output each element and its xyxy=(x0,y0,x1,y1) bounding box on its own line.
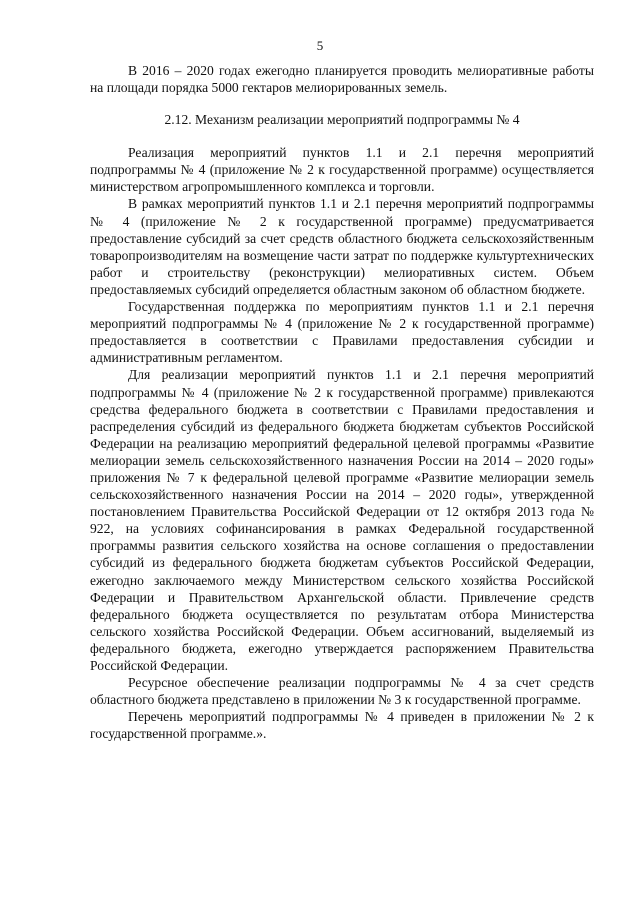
paragraph-resource-provision: Ресурсное обеспечение реализации подпрограммы № 4 за счет средств областного бюджета представлено в приложении № 3 к государственной программе. xyxy=(90,675,594,708)
paragraph-state-support: Государственная поддержка по мероприятиям пунктов 1.1 и 2.1 перечня мероприятий подпрограммы № 4 (приложение № 2 к государственной программе) предоставляется в соответствии с Правилами предоставления субсидии и административным регламентом. xyxy=(90,299,594,366)
paragraph-federal-budget: Для реализации мероприятий пунктов 1.1 и 2.1 перечня мероприятий подпрограммы № 4 (приложение № 2 к государственной программе) привлекаются средства федерального бюджета в соответствии с Правилами предоставления и распределения субсидий из федерального бюджета бюджетам субъектов Российской Федерации на реализацию мероприятий федеральной целевой программы «Развитие мелиорации земель сельскохозяйственного назначения России на 2014 – 2020 годы» приложения № 7 к федеральной целевой программе «Развитие мелиорации земель сельскохозяйственного назначения России на 2014 – 2020 годы», утвержденной постановлением Правительства Российской Федерации от 12 октября 2013 года № 922, на условиях софинансирования в рамках Федеральной государственной программы развития сельского хозяйства на основе соглашения о предоставлении субсидий из федерального бюджета бюджетам субъектов Российской Федерации, ежегодно заключаемого между Министерством сельского хозяйства Российской Федерации и Правительством Архангельской области. Привлечение средств федерального бюджета осуществляется по результатам отбора Министерства сельского хозяйства Российской Федерации. Объем ассигнований, выделяемый из федерального бюджета, ежегодно утверждается распоряжением Правительства Российской Федерации. xyxy=(90,367,594,673)
paragraph-subsidies: В рамках мероприятий пунктов 1.1 и 2.1 перечня мероприятий подпрограммы № 4 (приложение № 2 к государственной программе) предусматривается предоставление субсидий за счет средств областного бюджета сельскохозяйственным товаропроизводителям на возмещение части затрат по поддержке культуртехнических работ и строительству (реконструкции) мелиоративных систем. Объем предоставляемых субсидий определяется областным законом об областном бюджете. xyxy=(90,196,594,297)
section-heading: 2.12. Механизм реализации мероприятий подпрограммы № 4 xyxy=(164,112,520,128)
document-body xyxy=(90,62,594,742)
paragraph-implementation: Реализация мероприятий пунктов 1.1 и 2.1 перечня мероприятий подпрограммы № 4 (приложение № 2 к государственной программе) осуществляется министерством агропромышленного комплекса и торговли. xyxy=(90,145,594,195)
paragraph-activity-list: Перечень мероприятий подпрограммы № 4 приведен в приложении № 2 к государственной программе.». xyxy=(90,709,594,742)
page-number: 5 xyxy=(316,38,324,53)
intro-paragraph: В 2016 – 2020 годах ежегодно планируется проводить мелиоративные работы на площади порядка 5000 гектаров мелиорированных земель. xyxy=(90,63,594,96)
